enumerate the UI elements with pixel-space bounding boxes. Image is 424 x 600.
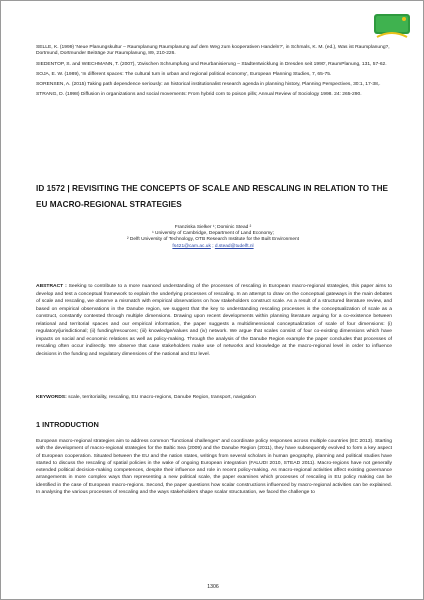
abstract — [36, 283, 392, 358]
reference-item: SOJA, E. W. (1989), 'In different spaces: The cultural turn in urban and regional political economy', European Planning Studies, 7, 65-75. — [36, 71, 332, 77]
conference-logo — [373, 13, 411, 41]
reference-list — [36, 45, 391, 103]
email-link-1[interactable]: fs421@cam.ac.uk — [172, 243, 211, 249]
author-block — [61, 225, 365, 250]
author-names: Franziska Sielker ¹; Dominic Stead ² — [174, 225, 252, 230]
abstract-text: Seeking to contribute to a more nuanced understanding of the processes of rescaling in European macro-regional strategies, this paper aims to develop and test a conceptual framework to explain the underlying processes of rescaling. In an attempt to draw on the conceptual gateways in the main debates of scale and rescaling, we observe a mismatch with empirical observations on how stakeholders construct scale. As a result of a structured literature review, and based on empirical observations in the Danube region, we suggest that the key to understanding rescaling processes is the conceptualization of scale as a construct, constantly contested through multiple dimensions. Drawing upon recent developments within planning literature arguing for a co-existence between relational and territorial spaces and our empirical information, the paper suggests a multidimensional conceptualization of scale of four dimensions: (i) regulatory/jurisdictional; (ii) funding/resources; (iii) knowledge/values and (iv) network. We argue that scales consist of four co-existing dimensions which have impacts on social and economic relations as well as policy-making. Through the analysis of the Danube Region example the paper concludes that processes of rescaling often occur indirectly. We observe that case stakeholders make use of networks and knowledge at the macro-regional level in order to influence decisions in the funding and regulatory dimensions of the national and EU level. — [36, 284, 393, 357]
reference-item: SORENSEN, A. (2015) Taking path dependence seriously: an historical institutionalist research agenda in planning history, Planning Perspectives, 30:1, 17-38,. — [36, 82, 381, 88]
affiliation-2: ² Delft University of Technology, OTB Research Institute for the Built Environment — [126, 237, 300, 243]
introduction-paragraph: European macro-regional strategies aim to address common "functional challenges" and coordinate policy responses across multiple countries (EC 2013). Starting with the development of macro-regional strategies for the Baltic Sea (2009) and the Danube Region (2011), they have subsequently evolved to form a key aspect of European cooperation. Situated between the EU and the nation states, writings from several scholars in human geography, planning and political studies have started to discuss the rescaling of spatial policies in the wake of ongoing European integration (FALUDI 2010, STEAD 2011). Macro-regions have not generally extended political decision-making competences, despite their influence and role in recent policy-making. As macro-regional activities affect existing governance arrangements in more complex ways than representing a new political scale, the paper examines which processes of rescaling in EU policy making can be identified in the case of European macro-regions. Second, the paper questions how scalar constructions influenced by macro-regional activities can be explained. In analysing the various processes of rescaling and the ways stakeholders shape scalar structuration, we faced the challenge to — [36, 439, 392, 496]
author-emails — [61, 244, 365, 250]
keywords — [36, 394, 392, 401]
email-link-2[interactable]: d.stead@tudelft.nl — [214, 243, 254, 249]
section-heading-introduction: 1 INTRODUCTION — [36, 420, 99, 429]
reference-item: SELLE, K. (1999) 'Neue Planungskultur – Raumplanung Raumplanung auf dem Weg zum kooperativen Handeln?', in Schmals, K. M. (ed.), Was ist Raumplanung?, Dortmund, Dortmunder Beiträge zur Raumplanung, 89, 210-226. — [36, 45, 390, 57]
paper-title: ID 1572 | REVISITING THE CONCEPTS OF SCALE AND RESCALING IN RELATION TO THE EU MACRO-REGIONAL STRATEGIES — [36, 184, 389, 209]
affiliation-1: ¹ University of Cambridge, Department of Land Economy; — [152, 231, 274, 237]
conference-logo-graphic — [373, 13, 411, 41]
keywords-label: KEYWORDS: — [36, 395, 67, 400]
email-separator: ; — [210, 243, 215, 249]
abstract-label: ABSTRACT : — [36, 284, 67, 289]
reference-item: SIEDENTOP, S. and WIECHMANN, T. (2007), 'Zwischen Schrumpfung und Reurbanisierung – Stadtentwicklung in Dresden seit 1990', RaumPlanung, 131, 57-62. — [36, 61, 387, 67]
page-number: 1306 — [207, 584, 219, 590]
reference-item: STRANG, D. (1998) Diffusion in organizations and social movements: From hybrid corn to poison pills; Annual Review of Sociology 1998. 24: 265-290. — [36, 92, 362, 98]
keywords-text: scale, territoriality, rescaling, EU macro-regions, Danube Region, transport, navigation — [66, 395, 256, 400]
